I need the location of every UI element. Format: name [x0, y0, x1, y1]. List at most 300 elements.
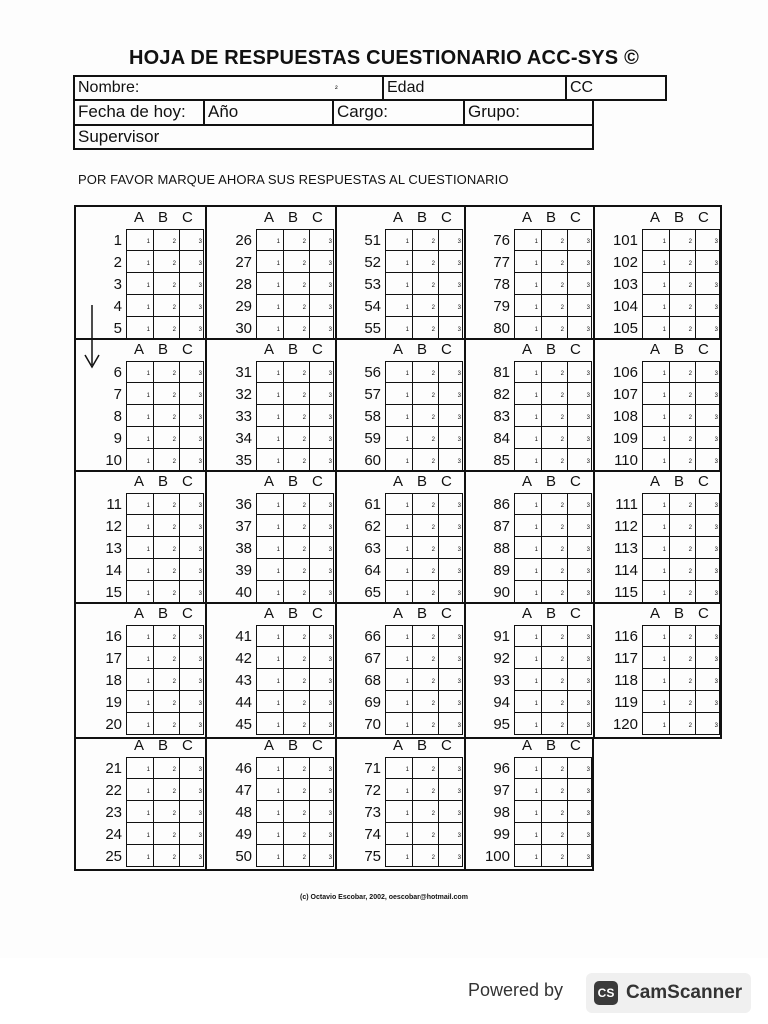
answer-option-b[interactable] [541, 801, 567, 822]
answer-option-a[interactable] [257, 273, 283, 294]
answer-option-c[interactable] [695, 427, 721, 448]
answer-option-c[interactable] [567, 273, 593, 294]
answer-option-c[interactable] [695, 405, 721, 426]
answer-option-b[interactable] [669, 317, 695, 338]
answer-option-b[interactable] [669, 669, 695, 690]
answer-option-c[interactable] [695, 515, 721, 536]
edad-field[interactable] [384, 77, 567, 99]
answer-option-b[interactable] [669, 251, 695, 272]
answer-option-b[interactable] [153, 801, 179, 822]
answer-option-b[interactable] [283, 823, 309, 844]
answer-option-c[interactable] [179, 427, 205, 448]
cargo-field[interactable] [334, 101, 465, 124]
answer-option-c[interactable] [567, 801, 593, 822]
answer-option-a[interactable] [643, 515, 669, 536]
answer-option-a[interactable] [257, 845, 283, 866]
answer-option-b[interactable] [669, 691, 695, 712]
answer-option-a[interactable] [643, 494, 669, 514]
answer-option-c[interactable] [438, 515, 464, 536]
answer-option-b[interactable] [541, 251, 567, 272]
answer-option-c[interactable] [179, 647, 205, 668]
answer-option-a[interactable] [127, 317, 153, 338]
answer-option-b[interactable] [153, 823, 179, 844]
answer-option-b[interactable] [153, 383, 179, 404]
answer-option-a[interactable] [386, 779, 412, 800]
answer-option-c[interactable] [309, 758, 335, 778]
answer-option-c[interactable] [438, 230, 464, 250]
answer-option-a[interactable] [515, 317, 541, 338]
answer-option-a[interactable] [257, 713, 283, 734]
answer-option-a[interactable] [643, 626, 669, 646]
answer-option-a[interactable] [386, 427, 412, 448]
answer-option-b[interactable] [541, 823, 567, 844]
answer-option-b[interactable] [412, 779, 438, 800]
answer-option-b[interactable] [541, 713, 567, 734]
answer-option-b[interactable] [412, 230, 438, 250]
answer-option-a[interactable] [127, 647, 153, 668]
answer-option-b[interactable] [153, 779, 179, 800]
answer-option-c[interactable] [438, 713, 464, 734]
answer-option-c[interactable] [567, 845, 593, 866]
answer-option-a[interactable] [257, 405, 283, 426]
answer-option-c[interactable] [567, 515, 593, 536]
answer-option-b[interactable] [412, 559, 438, 580]
answer-option-c[interactable] [309, 823, 335, 844]
answer-option-a[interactable] [386, 295, 412, 316]
answer-option-c[interactable] [567, 626, 593, 646]
answer-option-a[interactable] [386, 559, 412, 580]
answer-option-c[interactable] [567, 669, 593, 690]
answer-option-a[interactable] [515, 581, 541, 602]
answer-option-b[interactable] [153, 317, 179, 338]
answer-option-b[interactable] [412, 273, 438, 294]
answer-option-a[interactable] [127, 251, 153, 272]
answer-option-b[interactable] [412, 758, 438, 778]
answer-option-a[interactable] [257, 801, 283, 822]
answer-option-c[interactable] [567, 494, 593, 514]
answer-option-a[interactable] [127, 427, 153, 448]
answer-option-b[interactable] [669, 383, 695, 404]
answer-option-b[interactable] [541, 230, 567, 250]
answer-option-a[interactable] [386, 801, 412, 822]
answer-option-b[interactable] [153, 845, 179, 866]
answer-option-b[interactable] [153, 273, 179, 294]
answer-option-c[interactable] [179, 405, 205, 426]
answer-option-a[interactable] [386, 626, 412, 646]
answer-option-c[interactable] [695, 626, 721, 646]
answer-option-b[interactable] [669, 273, 695, 294]
answer-option-b[interactable] [541, 779, 567, 800]
answer-option-a[interactable] [386, 823, 412, 844]
answer-option-a[interactable] [515, 758, 541, 778]
answer-option-c[interactable] [438, 669, 464, 690]
answer-option-b[interactable] [283, 779, 309, 800]
answer-option-c[interactable] [438, 801, 464, 822]
answer-option-a[interactable] [643, 449, 669, 470]
answer-option-a[interactable] [386, 230, 412, 250]
answer-option-a[interactable] [386, 669, 412, 690]
answer-option-a[interactable] [386, 449, 412, 470]
answer-option-b[interactable] [412, 449, 438, 470]
answer-option-a[interactable] [127, 405, 153, 426]
answer-option-b[interactable] [412, 494, 438, 514]
answer-option-a[interactable] [257, 559, 283, 580]
grupo-field[interactable] [465, 101, 592, 124]
answer-option-a[interactable] [127, 626, 153, 646]
answer-option-b[interactable] [153, 427, 179, 448]
answer-option-a[interactable] [127, 383, 153, 404]
answer-option-c[interactable] [695, 647, 721, 668]
answer-option-c[interactable] [438, 494, 464, 514]
answer-option-a[interactable] [386, 405, 412, 426]
answer-option-b[interactable] [283, 449, 309, 470]
answer-option-a[interactable] [515, 669, 541, 690]
answer-option-c[interactable] [438, 626, 464, 646]
answer-option-b[interactable] [283, 669, 309, 690]
answer-option-a[interactable] [643, 537, 669, 558]
answer-option-c[interactable] [179, 230, 205, 250]
answer-option-b[interactable] [153, 758, 179, 778]
answer-option-a[interactable] [386, 647, 412, 668]
answer-option-c[interactable] [567, 230, 593, 250]
answer-option-a[interactable] [643, 427, 669, 448]
answer-option-b[interactable] [541, 626, 567, 646]
answer-option-b[interactable] [412, 427, 438, 448]
answer-option-a[interactable] [127, 758, 153, 778]
answer-option-a[interactable] [127, 801, 153, 822]
answer-option-a[interactable] [515, 691, 541, 712]
answer-option-a[interactable] [127, 537, 153, 558]
answer-option-b[interactable] [541, 405, 567, 426]
answer-option-c[interactable] [309, 251, 335, 272]
answer-option-c[interactable] [695, 669, 721, 690]
answer-option-c[interactable] [438, 362, 464, 382]
answer-option-a[interactable] [643, 559, 669, 580]
answer-option-a[interactable] [386, 383, 412, 404]
answer-option-a[interactable] [515, 383, 541, 404]
answer-option-a[interactable] [257, 449, 283, 470]
answer-option-b[interactable] [412, 362, 438, 382]
answer-option-a[interactable] [643, 317, 669, 338]
supervisor-field[interactable] [75, 126, 592, 148]
answer-option-a[interactable] [643, 230, 669, 250]
answer-option-c[interactable] [179, 626, 205, 646]
answer-option-c[interactable] [695, 494, 721, 514]
answer-option-c[interactable] [695, 273, 721, 294]
answer-option-b[interactable] [541, 758, 567, 778]
answer-option-a[interactable] [257, 626, 283, 646]
answer-option-a[interactable] [257, 494, 283, 514]
answer-option-b[interactable] [283, 362, 309, 382]
answer-option-c[interactable] [309, 779, 335, 800]
answer-option-b[interactable] [283, 230, 309, 250]
answer-option-a[interactable] [643, 669, 669, 690]
answer-option-c[interactable] [179, 691, 205, 712]
answer-option-c[interactable] [309, 691, 335, 712]
answer-option-c[interactable] [309, 295, 335, 316]
answer-option-a[interactable] [515, 823, 541, 844]
answer-option-c[interactable] [179, 581, 205, 602]
answer-option-c[interactable] [567, 251, 593, 272]
answer-option-a[interactable] [386, 537, 412, 558]
answer-option-b[interactable] [283, 801, 309, 822]
answer-option-b[interactable] [669, 295, 695, 316]
answer-option-a[interactable] [386, 581, 412, 602]
answer-option-c[interactable] [179, 449, 205, 470]
answer-option-a[interactable] [515, 537, 541, 558]
answer-option-a[interactable] [127, 362, 153, 382]
answer-option-c[interactable] [695, 581, 721, 602]
answer-option-c[interactable] [438, 779, 464, 800]
answer-option-a[interactable] [386, 713, 412, 734]
answer-option-b[interactable] [669, 427, 695, 448]
answer-option-a[interactable] [127, 713, 153, 734]
answer-option-b[interactable] [669, 537, 695, 558]
answer-option-c[interactable] [179, 383, 205, 404]
answer-option-a[interactable] [386, 758, 412, 778]
answer-option-b[interactable] [669, 713, 695, 734]
answer-option-b[interactable] [541, 845, 567, 866]
answer-option-c[interactable] [309, 669, 335, 690]
answer-option-b[interactable] [412, 647, 438, 668]
answer-option-c[interactable] [567, 537, 593, 558]
answer-option-b[interactable] [153, 691, 179, 712]
answer-option-a[interactable] [386, 845, 412, 866]
answer-option-c[interactable] [309, 230, 335, 250]
answer-option-a[interactable] [515, 362, 541, 382]
answer-option-c[interactable] [695, 713, 721, 734]
answer-option-b[interactable] [153, 647, 179, 668]
answer-option-b[interactable] [283, 494, 309, 514]
answer-option-a[interactable] [643, 581, 669, 602]
answer-option-b[interactable] [153, 494, 179, 514]
answer-option-a[interactable] [127, 515, 153, 536]
answer-option-a[interactable] [127, 823, 153, 844]
answer-option-b[interactable] [412, 295, 438, 316]
answer-option-b[interactable] [412, 515, 438, 536]
answer-option-a[interactable] [127, 559, 153, 580]
answer-option-c[interactable] [567, 295, 593, 316]
answer-option-c[interactable] [438, 845, 464, 866]
answer-option-c[interactable] [309, 845, 335, 866]
answer-option-a[interactable] [257, 758, 283, 778]
answer-option-a[interactable] [515, 273, 541, 294]
answer-option-a[interactable] [257, 581, 283, 602]
answer-option-a[interactable] [515, 559, 541, 580]
answer-option-c[interactable] [179, 515, 205, 536]
answer-option-c[interactable] [309, 362, 335, 382]
answer-option-a[interactable] [386, 362, 412, 382]
answer-option-b[interactable] [283, 758, 309, 778]
answer-option-b[interactable] [669, 230, 695, 250]
answer-option-b[interactable] [412, 823, 438, 844]
answer-option-a[interactable] [515, 449, 541, 470]
answer-option-a[interactable] [127, 494, 153, 514]
answer-option-b[interactable] [412, 317, 438, 338]
answer-option-b[interactable] [669, 494, 695, 514]
answer-option-a[interactable] [515, 647, 541, 668]
answer-option-a[interactable] [643, 405, 669, 426]
answer-option-a[interactable] [257, 779, 283, 800]
answer-option-b[interactable] [153, 295, 179, 316]
answer-option-a[interactable] [386, 515, 412, 536]
answer-option-a[interactable] [127, 295, 153, 316]
answer-option-a[interactable] [127, 691, 153, 712]
answer-option-c[interactable] [179, 845, 205, 866]
answer-option-b[interactable] [541, 647, 567, 668]
answer-option-b[interactable] [541, 515, 567, 536]
answer-option-a[interactable] [386, 317, 412, 338]
answer-option-b[interactable] [669, 647, 695, 668]
answer-option-a[interactable] [257, 515, 283, 536]
answer-option-a[interactable] [127, 845, 153, 866]
answer-option-b[interactable] [412, 669, 438, 690]
answer-option-c[interactable] [438, 273, 464, 294]
answer-option-c[interactable] [179, 251, 205, 272]
answer-option-c[interactable] [695, 317, 721, 338]
answer-option-c[interactable] [567, 449, 593, 470]
answer-option-b[interactable] [153, 405, 179, 426]
answer-option-c[interactable] [438, 427, 464, 448]
answer-option-c[interactable] [309, 427, 335, 448]
answer-option-b[interactable] [412, 405, 438, 426]
fecha-field[interactable] [75, 101, 205, 124]
answer-option-c[interactable] [179, 801, 205, 822]
answer-option-b[interactable] [412, 626, 438, 646]
answer-option-b[interactable] [412, 845, 438, 866]
answer-option-b[interactable] [283, 383, 309, 404]
answer-option-a[interactable] [257, 295, 283, 316]
answer-option-c[interactable] [438, 823, 464, 844]
answer-option-b[interactable] [153, 449, 179, 470]
answer-option-c[interactable] [438, 317, 464, 338]
answer-option-c[interactable] [438, 449, 464, 470]
answer-option-c[interactable] [567, 405, 593, 426]
answer-option-b[interactable] [669, 626, 695, 646]
answer-option-a[interactable] [257, 362, 283, 382]
answer-option-c[interactable] [695, 559, 721, 580]
answer-option-b[interactable] [283, 515, 309, 536]
answer-option-c[interactable] [438, 405, 464, 426]
answer-option-b[interactable] [541, 295, 567, 316]
answer-option-a[interactable] [127, 669, 153, 690]
answer-option-a[interactable] [257, 383, 283, 404]
answer-option-a[interactable] [386, 273, 412, 294]
cc-field[interactable] [567, 77, 665, 99]
answer-option-b[interactable] [541, 537, 567, 558]
answer-option-c[interactable] [179, 537, 205, 558]
answer-option-a[interactable] [515, 713, 541, 734]
nombre-field[interactable] [75, 77, 384, 99]
answer-option-c[interactable] [695, 230, 721, 250]
answer-option-a[interactable] [515, 845, 541, 866]
answer-option-c[interactable] [438, 647, 464, 668]
answer-option-b[interactable] [669, 515, 695, 536]
answer-option-a[interactable] [643, 273, 669, 294]
answer-option-b[interactable] [283, 559, 309, 580]
answer-option-a[interactable] [127, 581, 153, 602]
answer-option-b[interactable] [283, 845, 309, 866]
answer-option-b[interactable] [412, 691, 438, 712]
answer-option-a[interactable] [515, 494, 541, 514]
answer-option-c[interactable] [309, 405, 335, 426]
answer-option-c[interactable] [179, 669, 205, 690]
answer-option-c[interactable] [309, 559, 335, 580]
answer-option-b[interactable] [153, 669, 179, 690]
answer-option-a[interactable] [643, 691, 669, 712]
answer-option-b[interactable] [541, 691, 567, 712]
answer-option-c[interactable] [567, 559, 593, 580]
answer-option-a[interactable] [515, 515, 541, 536]
answer-option-b[interactable] [541, 581, 567, 602]
answer-option-c[interactable] [179, 317, 205, 338]
answer-option-b[interactable] [412, 801, 438, 822]
answer-option-c[interactable] [567, 427, 593, 448]
answer-option-b[interactable] [153, 537, 179, 558]
answer-option-c[interactable] [309, 713, 335, 734]
answer-option-a[interactable] [127, 230, 153, 250]
answer-option-c[interactable] [438, 251, 464, 272]
answer-option-b[interactable] [541, 427, 567, 448]
answer-option-b[interactable] [153, 251, 179, 272]
answer-option-a[interactable] [643, 295, 669, 316]
answer-option-b[interactable] [541, 669, 567, 690]
answer-option-a[interactable] [515, 230, 541, 250]
answer-option-c[interactable] [695, 449, 721, 470]
answer-option-c[interactable] [179, 362, 205, 382]
answer-option-b[interactable] [541, 383, 567, 404]
answer-option-c[interactable] [567, 581, 593, 602]
answer-option-c[interactable] [567, 317, 593, 338]
answer-option-b[interactable] [669, 449, 695, 470]
answer-option-b[interactable] [412, 251, 438, 272]
answer-option-c[interactable] [309, 581, 335, 602]
answer-option-b[interactable] [283, 626, 309, 646]
answer-option-c[interactable] [438, 691, 464, 712]
answer-option-c[interactable] [179, 823, 205, 844]
answer-option-b[interactable] [153, 626, 179, 646]
answer-option-a[interactable] [257, 317, 283, 338]
answer-option-b[interactable] [669, 362, 695, 382]
answer-option-a[interactable] [127, 273, 153, 294]
answer-option-a[interactable] [643, 383, 669, 404]
answer-option-c[interactable] [567, 362, 593, 382]
answer-option-b[interactable] [153, 713, 179, 734]
answer-option-b[interactable] [283, 581, 309, 602]
answer-option-b[interactable] [283, 405, 309, 426]
answer-option-a[interactable] [257, 647, 283, 668]
answer-option-b[interactable] [541, 449, 567, 470]
answer-option-a[interactable] [515, 295, 541, 316]
answer-option-a[interactable] [257, 251, 283, 272]
answer-option-c[interactable] [179, 713, 205, 734]
answer-option-a[interactable] [257, 427, 283, 448]
answer-option-a[interactable] [643, 647, 669, 668]
answer-option-c[interactable] [179, 273, 205, 294]
answer-option-c[interactable] [309, 626, 335, 646]
answer-option-b[interactable] [153, 581, 179, 602]
answer-option-b[interactable] [541, 494, 567, 514]
answer-option-c[interactable] [567, 779, 593, 800]
answer-option-a[interactable] [386, 494, 412, 514]
answer-option-c[interactable] [695, 362, 721, 382]
answer-option-b[interactable] [412, 537, 438, 558]
answer-option-c[interactable] [567, 383, 593, 404]
answer-option-a[interactable] [515, 427, 541, 448]
answer-option-a[interactable] [643, 713, 669, 734]
answer-option-c[interactable] [438, 537, 464, 558]
answer-option-c[interactable] [309, 317, 335, 338]
